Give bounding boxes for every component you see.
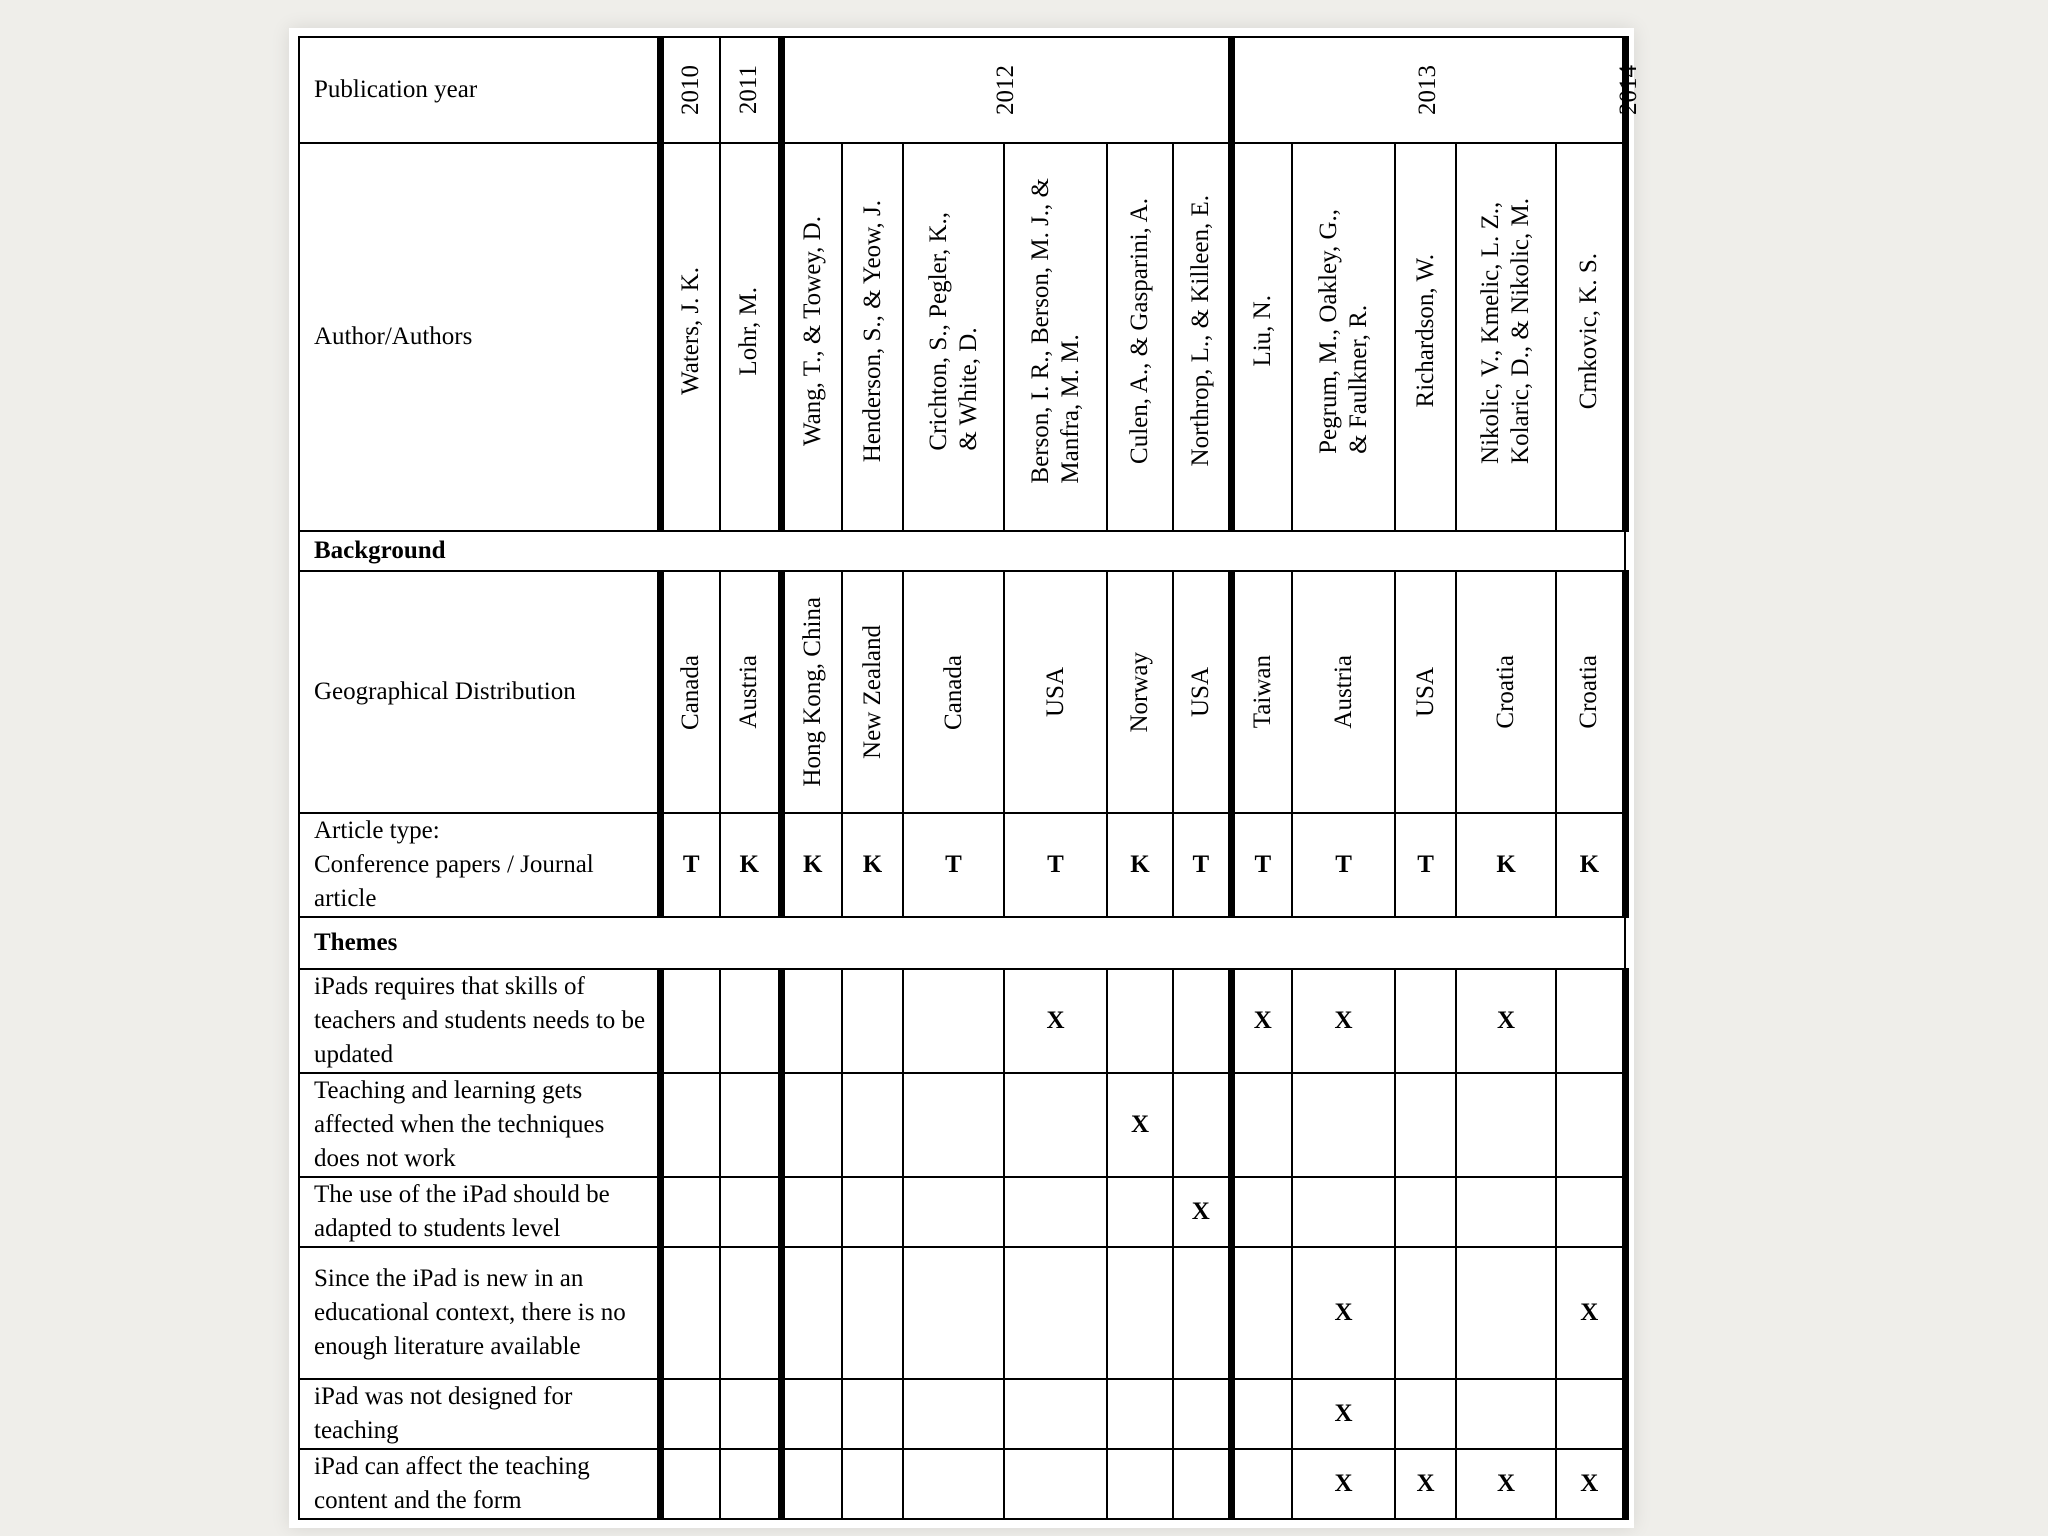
theme-mark-cell <box>1107 1247 1173 1379</box>
theme-mark-cell <box>1004 1449 1107 1519</box>
theme-mark-cell: X <box>1395 1449 1456 1519</box>
theme-mark-cell <box>903 1449 1004 1519</box>
theme-mark-cell <box>1456 1073 1556 1177</box>
theme-mark-cell <box>1556 1177 1625 1247</box>
article-type-cell: K <box>1456 813 1556 917</box>
theme-mark-cell <box>660 1247 720 1379</box>
theme-mark-cell <box>720 1177 781 1247</box>
theme-mark-cell: X <box>1292 969 1395 1073</box>
author-cell: Henderson, S., & Yeow, J. <box>842 143 903 531</box>
theme-mark-cell: X <box>1292 1247 1395 1379</box>
author-cell: Liu, N. <box>1231 143 1292 531</box>
theme-mark-cell <box>1456 1177 1556 1247</box>
theme-mark-cell <box>1395 1379 1456 1449</box>
article-type-cell: T <box>660 813 720 917</box>
theme-mark-cell <box>1231 1073 1292 1177</box>
theme-mark-cell <box>903 969 1004 1073</box>
country-cell: Canada <box>903 571 1004 813</box>
theme-mark-cell <box>903 1379 1004 1449</box>
theme-mark-cell <box>720 1247 781 1379</box>
theme-mark-cell: X <box>1556 1247 1625 1379</box>
theme-mark-cell <box>842 1073 903 1177</box>
theme-mark-cell <box>1231 1449 1292 1519</box>
background-heading: Background <box>299 531 1625 571</box>
country-cell: Taiwan <box>1231 571 1292 813</box>
theme-mark-cell: X <box>1231 969 1292 1073</box>
theme-mark-cell <box>1292 1177 1395 1247</box>
theme-mark-cell: X <box>1107 1073 1173 1177</box>
article-type-cell: T <box>1292 813 1395 917</box>
article-type-cell: T <box>1395 813 1456 917</box>
publication-year-label: Publication year <box>299 37 660 143</box>
year-2013: 2013 <box>1231 37 1625 143</box>
theme-row <box>299 1247 1625 1379</box>
article-type-cell: T <box>1173 813 1231 917</box>
article-type-cell: K <box>842 813 903 917</box>
article-type-cell: K <box>720 813 781 917</box>
theme-mark-cell <box>1231 1247 1292 1379</box>
theme-mark-cell <box>1004 1073 1107 1177</box>
year-2012: 2012 <box>781 37 1231 143</box>
theme-mark-cell: X <box>1456 1449 1556 1519</box>
country-cell: New Zealand <box>842 571 903 813</box>
theme-mark-cell <box>1107 1449 1173 1519</box>
author-cell: Berson, I. R., Berson, M. J., & Manfra, M. M. <box>1004 143 1107 531</box>
background-section-row <box>299 531 1625 571</box>
theme-mark-cell <box>1395 1073 1456 1177</box>
theme-mark-cell <box>1173 1379 1231 1449</box>
country-cell: USA <box>1173 571 1231 813</box>
country-cell: Croatia <box>1456 571 1556 813</box>
theme-mark-cell: X <box>1456 969 1556 1073</box>
themes-section-row <box>299 917 1625 969</box>
year-row: Publication year 2010 2011 2012 2013 2014 <box>299 37 1625 143</box>
theme-mark-cell: X <box>1004 969 1107 1073</box>
theme-mark-cell <box>720 1449 781 1519</box>
themes-body <box>299 969 1625 1519</box>
theme-mark-cell: X <box>1556 1449 1625 1519</box>
author-cell: Crichton, S., Pegler, K., & White, D. <box>903 143 1004 531</box>
author-cell: Pegrum, M., Oakley, G., & Faulkner, R. <box>1292 143 1395 531</box>
theme-mark-cell <box>781 1379 842 1449</box>
theme-mark-cell <box>1173 1449 1231 1519</box>
article-type-row <box>299 813 1625 917</box>
theme-label: Since the iPad is new in an educational context, there is no enough literature available <box>299 1247 660 1379</box>
theme-mark-cell <box>720 1073 781 1177</box>
themes-heading: Themes <box>299 917 1625 969</box>
theme-mark-cell <box>660 1177 720 1247</box>
theme-mark-cell <box>1107 969 1173 1073</box>
author-cell: Northrop, L., & Killeen, E. <box>1173 143 1231 531</box>
theme-mark-cell: X <box>1173 1177 1231 1247</box>
article-type-cell: K <box>781 813 842 917</box>
theme-mark-cell: X <box>1292 1379 1395 1449</box>
article-type-label: Article type: Conference papers / Journal article <box>299 813 660 917</box>
theme-mark-cell <box>660 1379 720 1449</box>
theme-mark-cell <box>1556 969 1625 1073</box>
theme-mark-cell <box>660 969 720 1073</box>
theme-mark-cell <box>903 1247 1004 1379</box>
article-type-cell: T <box>1004 813 1107 917</box>
author-cell: Culen, A., & Gasparini, A. <box>1107 143 1173 531</box>
country-cell: Norway <box>1107 571 1173 813</box>
theme-label: iPad was not designed for teaching <box>299 1379 660 1449</box>
theme-mark-cell <box>1556 1073 1625 1177</box>
theme-row <box>299 1177 1625 1247</box>
theme-mark-cell <box>720 969 781 1073</box>
theme-mark-cell <box>842 969 903 1073</box>
theme-mark-cell <box>1231 1177 1292 1247</box>
theme-label: The use of the iPad should be adapted to students level <box>299 1177 660 1247</box>
author-cell: Richardson, W. <box>1395 143 1456 531</box>
theme-mark-cell <box>1107 1177 1173 1247</box>
theme-mark-cell <box>1556 1379 1625 1449</box>
theme-mark-cell <box>1107 1379 1173 1449</box>
article-type-cell: K <box>1556 813 1625 917</box>
article-type-cell: K <box>1107 813 1173 917</box>
article-type-cell: T <box>1231 813 1292 917</box>
theme-row <box>299 1449 1625 1519</box>
theme-mark-cell <box>1004 1379 1107 1449</box>
geo-row <box>299 571 1625 813</box>
theme-row <box>299 969 1625 1073</box>
theme-row <box>299 1379 1625 1449</box>
theme-mark-cell <box>781 969 842 1073</box>
theme-mark-cell <box>1292 1073 1395 1177</box>
theme-mark-cell <box>1231 1379 1292 1449</box>
theme-mark-cell <box>781 1449 842 1519</box>
theme-mark-cell <box>1395 1247 1456 1379</box>
year-2011: 2011 <box>720 37 781 143</box>
authors-row <box>299 143 1625 531</box>
theme-mark-cell: X <box>1292 1449 1395 1519</box>
theme-mark-cell <box>781 1073 842 1177</box>
country-cell: USA <box>1395 571 1456 813</box>
country-cell: Austria <box>720 571 781 813</box>
author-cell: Nikolic, V., Kmelic, L. Z., Kolaric, D., & Nikolic, M. <box>1456 143 1556 531</box>
author-cell: Lohr, M. <box>720 143 781 531</box>
author-cell: Wang, T., & Towey, D. <box>781 143 842 531</box>
theme-mark-cell <box>720 1379 781 1449</box>
theme-mark-cell <box>903 1073 1004 1177</box>
theme-mark-cell <box>1395 969 1456 1073</box>
theme-mark-cell <box>1004 1177 1107 1247</box>
theme-mark-cell <box>1173 1073 1231 1177</box>
theme-mark-cell <box>842 1247 903 1379</box>
year-2010: 2010 <box>660 37 720 143</box>
article-type-cell: T <box>903 813 1004 917</box>
theme-mark-cell <box>1456 1379 1556 1449</box>
theme-mark-cell <box>1004 1247 1107 1379</box>
country-cell: Croatia <box>1556 571 1625 813</box>
geo-label: Geographical Distribution <box>299 571 660 813</box>
author-label: Author/Authors <box>299 143 660 531</box>
author-cell: Crnkovic, K. S. <box>1556 143 1625 531</box>
theme-mark-cell <box>1173 1247 1231 1379</box>
theme-mark-cell <box>842 1177 903 1247</box>
country-cell: Austria <box>1292 571 1395 813</box>
theme-label: iPads requires that skills of teachers and students needs to be updated <box>299 969 660 1073</box>
country-cell: Canada <box>660 571 720 813</box>
theme-mark-cell <box>1395 1177 1456 1247</box>
country-cell: Hong Kong, China <box>781 571 842 813</box>
theme-mark-cell <box>660 1073 720 1177</box>
theme-mark-cell <box>660 1449 720 1519</box>
theme-label: iPad can affect the teaching content and the form <box>299 1449 660 1519</box>
theme-label: Teaching and learning gets affected when the techniques does not work <box>299 1073 660 1177</box>
theme-row <box>299 1073 1625 1177</box>
literature-review-table <box>298 36 1642 1520</box>
theme-mark-cell <box>1456 1247 1556 1379</box>
author-cell: Waters, J. K. <box>660 143 720 531</box>
theme-mark-cell <box>903 1177 1004 1247</box>
theme-mark-cell <box>781 1247 842 1379</box>
theme-mark-cell <box>781 1177 842 1247</box>
theme-mark-cell <box>842 1379 903 1449</box>
theme-mark-cell <box>1173 969 1231 1073</box>
country-cell: USA <box>1004 571 1107 813</box>
theme-mark-cell <box>842 1449 903 1519</box>
